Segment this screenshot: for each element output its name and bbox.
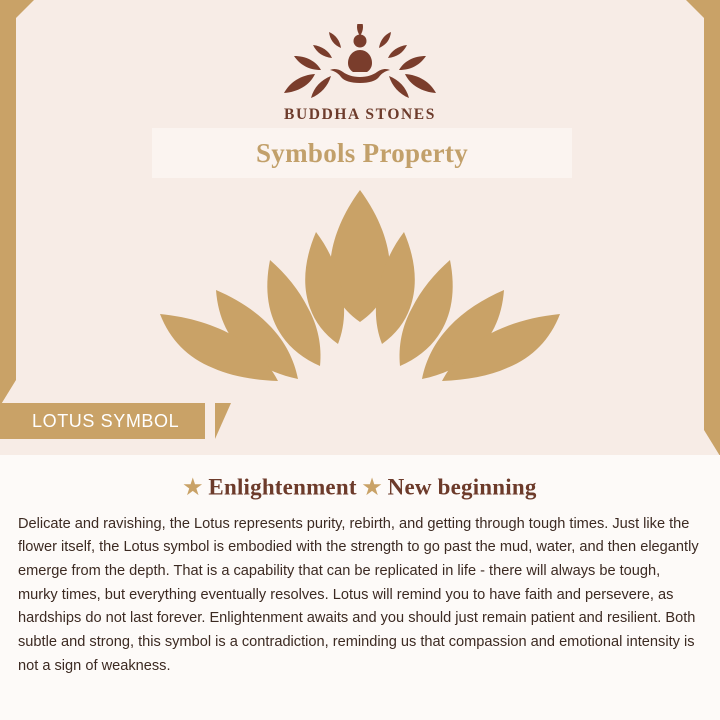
ribbon-label: LOTUS SYMBOL (32, 410, 180, 431)
lotus-meditation-figure-icon (275, 24, 445, 104)
description-panel (0, 455, 720, 720)
page-title: Symbols Property (255, 137, 469, 168)
headline-word-new-beginning: New beginning (387, 474, 537, 500)
large-lotus-flower-icon (130, 186, 590, 391)
edge-bar-right-taper (704, 430, 720, 456)
brand-name: BUDDHA STONES (284, 106, 436, 123)
star-icon-left: ★ (183, 475, 203, 500)
star-icon-right: ★ (362, 475, 382, 500)
content-headline (0, 473, 720, 501)
headline-word-enlightenment: Enlightenment (208, 474, 357, 500)
hero-lotus-illustration (0, 186, 720, 396)
title-banner (152, 128, 572, 178)
content-paragraph: Delicate and ravishing, the Lotus represents purity, rebirth, and getting through tough times. Just like the flower itself, the Lotus symbol is embodied with the strength to go past the mud, water, and then elegantly emerge from the depth. That is a capability that can be replicated in life - there will always be tough, murky times, but everything eventually resolves. Lotus will remind you to have faith and persevere, as hardships do not last forever. Enlightenment awaits and you should just remain patient and resilient. Both subtle and strong, this symbol is a contradiction, reminding us that compassion and emotional intensity is not a sign of weakness. (18, 515, 699, 674)
brand-logo-block (0, 24, 720, 124)
ribbon-tail (215, 403, 231, 439)
lotus-symbol-ribbon (0, 403, 205, 439)
